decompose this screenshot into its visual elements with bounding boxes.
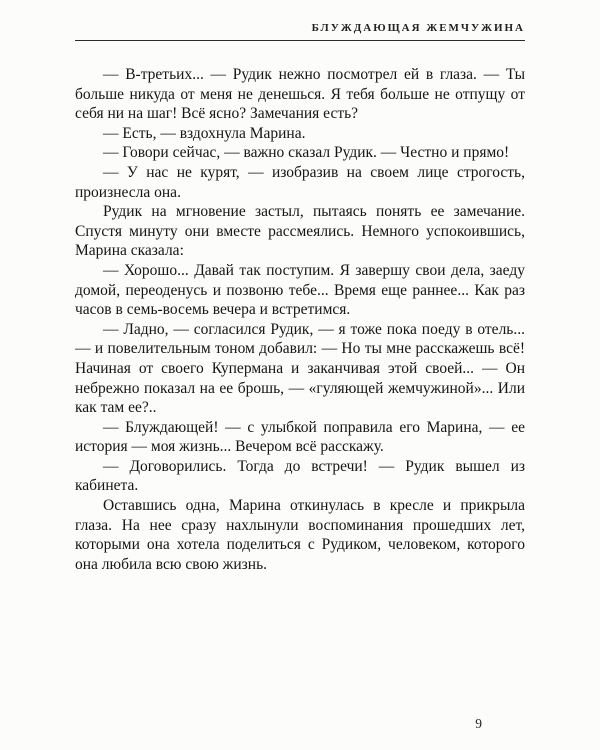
paragraph: — У нас не курят, — изобразив на своем лице строгость, произнесла она.: [75, 163, 525, 201]
page-number: 9: [475, 716, 482, 731]
paragraph: — Хорошо... Давай так поступим. Я завершу свои дела, заеду домой, переоденусь и позвоню тебе... Время еще раннее... Как раз часов в семь-восемь вечера и встретимся.: [75, 261, 525, 319]
paragraph: — Блуждающей! — с улыбкой поправила его Марина, — ее история — моя жизнь... Вечером всё расскажу.: [75, 418, 525, 456]
page-header: [75, 22, 525, 41]
paragraph: — Есть, — вздохнула Марина.: [103, 124, 306, 142]
running-title: БЛУЖДАЮЩАЯ ЖЕМЧУЖИНА: [311, 22, 525, 34]
paragraph: Оставшись одна, Марина откинулась в кресле и прикрыла глаза. На нее сразу нахлынули воспоминания прошедших лет, которыми она хотела поделиться с Рудиком, человеком, которого она любила всю свою жизнь.: [75, 497, 525, 573]
page-body: [75, 65, 525, 574]
paragraph: — В-третьих... — Рудик нежно посмотрел ей в глаза. — Ты больше никуда от меня не денешься. Я тебя больше не отпущу от себя ни на шаг! Всё ясно? Замечания есть?: [75, 66, 525, 123]
header-rule: [75, 40, 525, 41]
paragraph: Рудик на мгновение застыл, пытаясь понять ее замечание. Спустя минуту они вместе рассмеялись. Немного успокоившись, Марина сказала:: [75, 203, 525, 260]
paragraph: — Договорились. Тогда до встречи! — Рудик вышел из кабинета.: [75, 457, 525, 495]
paragraph: — Говори сейчас, — важно сказал Рудик. — Честно и прямо!: [103, 144, 510, 162]
paragraph: — Ладно, — согласился Рудик, — я тоже пока поеду в отель... — и повелительным тоном добавил: — Но ты мне расскажешь всё! Начиная от своего Купермана и заканчивая этой своей... — Он небрежно показал на ее брошь, — «гуляющей жемчужиной»... Или как там ее?..: [75, 320, 525, 417]
